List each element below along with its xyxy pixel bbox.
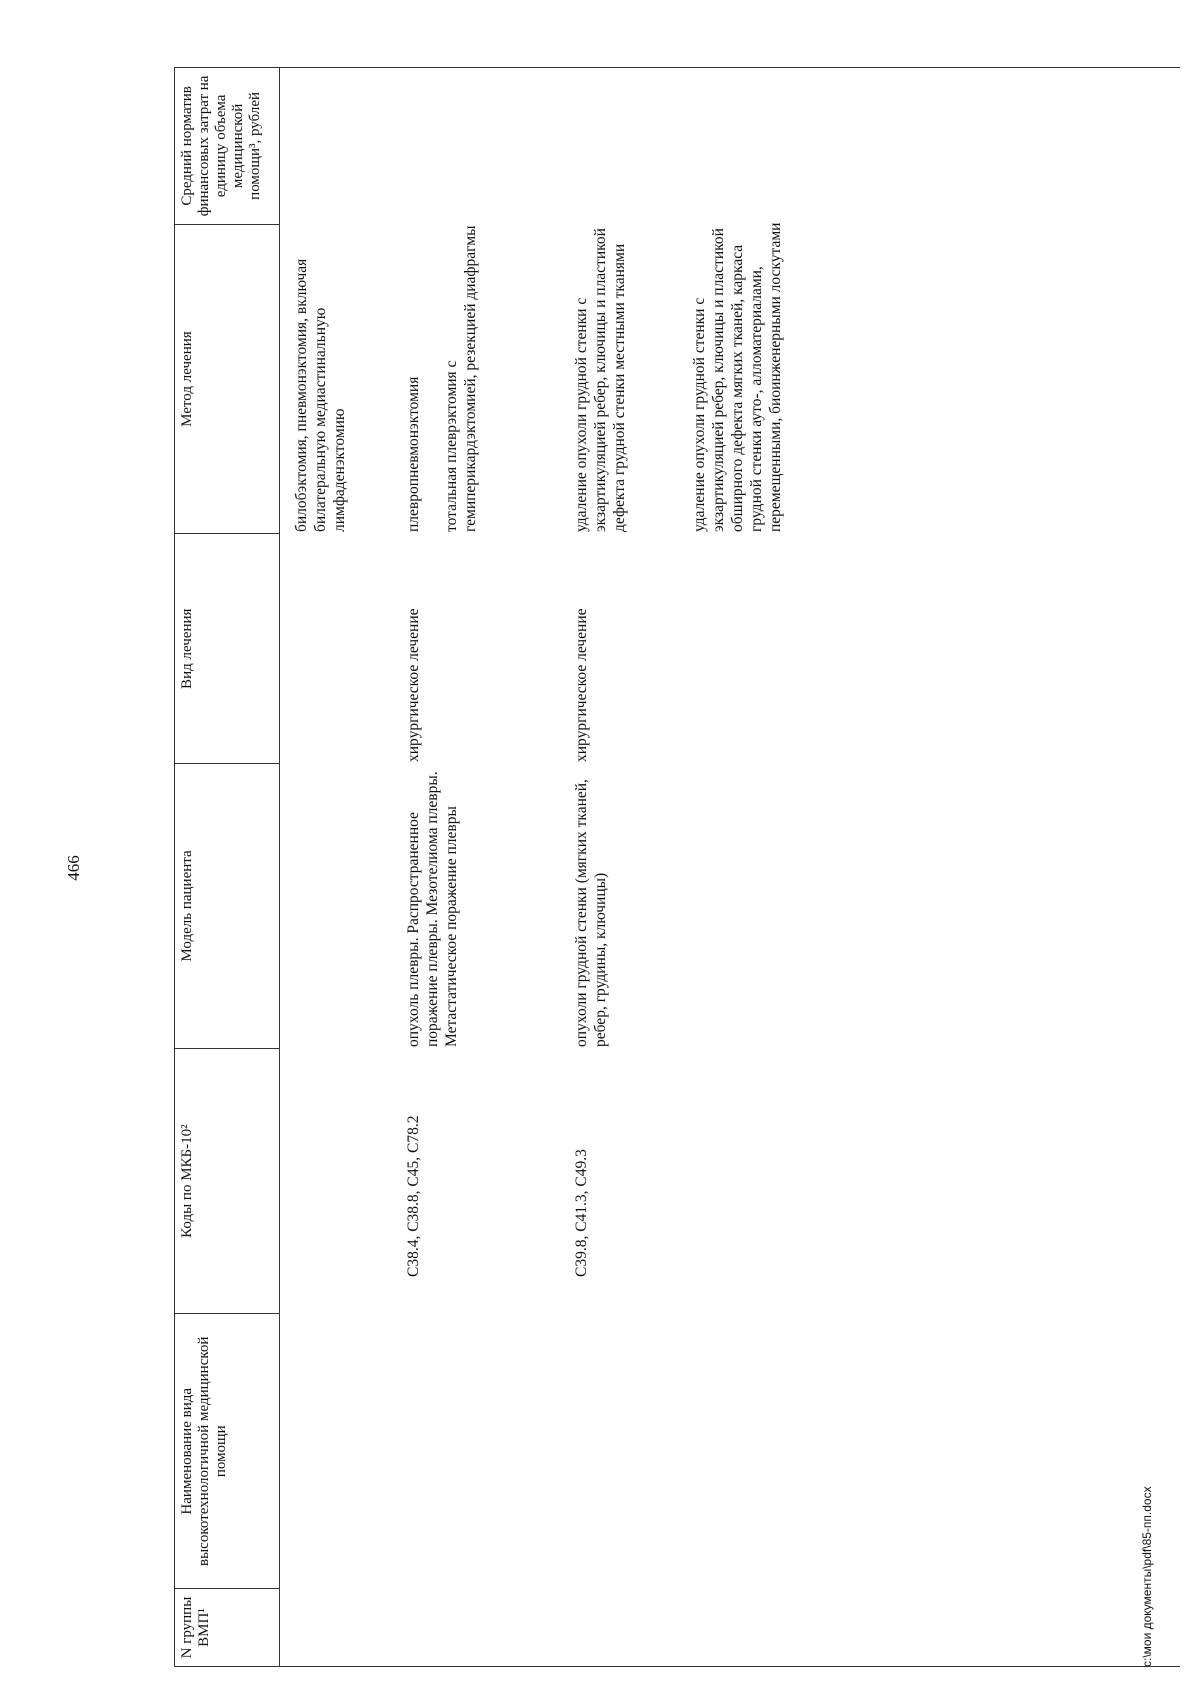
table-body (280, 67, 1180, 1667)
header-care-type: Наименование вида высокотехнологичной медицинской помощи (175, 1313, 279, 1588)
table-header (174, 67, 280, 1667)
row2-method0: удаление опухоли грудной стенки с экзартикуляцией ребер, ключицы и пластикой дефекта грудной стенки местными тканями (573, 228, 628, 532)
row1-patient-model: опухоль плевры. Распространенное поражение плевры. Мезотелиома плевры. Метастатическое поражение плевры (405, 771, 460, 1047)
row1-method0: плевропневмонэктомия (405, 376, 422, 532)
header-treatment-method: Метод лечения (175, 224, 279, 534)
row1-method1: тотальная плеврэктомия с гемиперикардэктомией, резекцией диафрагмы (443, 225, 479, 532)
medical-table (174, 67, 1180, 1667)
header-patient-model: Модель пациента (175, 763, 279, 1048)
file-path-footer: c:\мои документы\pdf\85-пп.docx (1140, 1486, 1154, 1667)
header-icd-codes: Коды по МКБ-10² (175, 1048, 279, 1314)
row1-treatment-type: хирургическое лечение (405, 608, 422, 762)
row2-codes: C39.8, C41.3, C49.3 (573, 1149, 590, 1277)
row1-codes: C38.4, C38.8, C45, C78.2 (405, 1115, 422, 1277)
header-cost-norm: Средний норматив финансовых затрат на единицу объема медицинской помощи³, рублей (179, 75, 263, 217)
page-number: 466 (64, 855, 83, 881)
row2-patient-model: опухоли грудной стенки (мягких тканей, ребер, грудины, ключицы) (573, 779, 609, 1047)
row2-method1: удаление опухоли грудной стенки с экзартикуляцией ребер, ключицы и пластикой обширного дефекта мягких тканей, каркаса грудной стенки ауто-, алломатериалами, перемещенными, биоинженерными лоскутами (691, 222, 784, 532)
header-group-number: N группы ВМП¹ (175, 1588, 279, 1666)
header-treatment-type: Вид лечения (175, 533, 279, 763)
row0-method0: билобэктомия, пневмонэктомия, включая билатеральную медиастинальную лимфаденэктомию (293, 258, 348, 532)
row2-treatment-type: хирургическое лечение (573, 608, 590, 762)
